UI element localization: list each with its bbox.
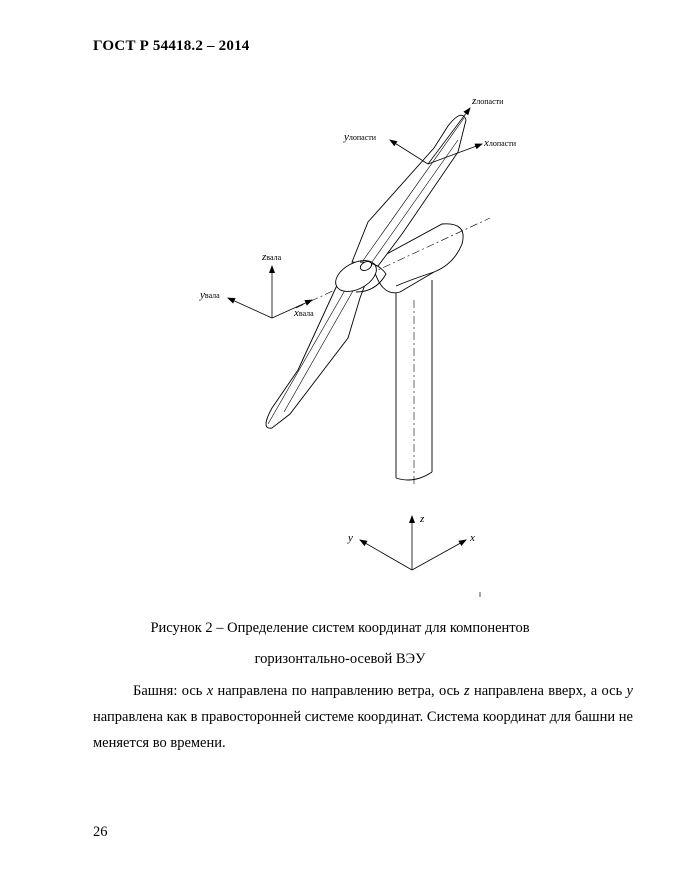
label-z-shaft: zвала <box>262 251 282 263</box>
label-y-shaft: yвала <box>200 289 220 301</box>
tower <box>396 280 432 484</box>
paragraph-text: Башня: ось x направлена по направлению ветра, ось z направлена вверх, а ось y направлена как в правосторонней системе координат. Система координат для башни не меняется во времени. <box>93 683 633 751</box>
figure-caption-line1: Рисунок 2 – Определение систем координат для компонентов <box>150 620 530 636</box>
label-x-tower: x <box>470 532 475 544</box>
label-y-blade: yлопасти <box>344 131 377 143</box>
tower-axes <box>360 516 466 570</box>
document-header: ГОСТ Р 54418.2 – 2014 <box>93 38 250 54</box>
label-z-blade: zлопасти <box>472 95 504 107</box>
lower-blade <box>266 270 366 428</box>
label-y-tower: y <box>348 532 353 544</box>
page-number: 26 <box>93 824 108 840</box>
label-z-tower: z <box>420 513 425 525</box>
label-x-blade: xлопасти <box>484 137 517 149</box>
figure-caption-line2: горизонтально-осевой ВЭУ <box>254 651 426 667</box>
body-paragraph <box>93 678 633 756</box>
label-x-shaft: xвала <box>294 307 314 319</box>
